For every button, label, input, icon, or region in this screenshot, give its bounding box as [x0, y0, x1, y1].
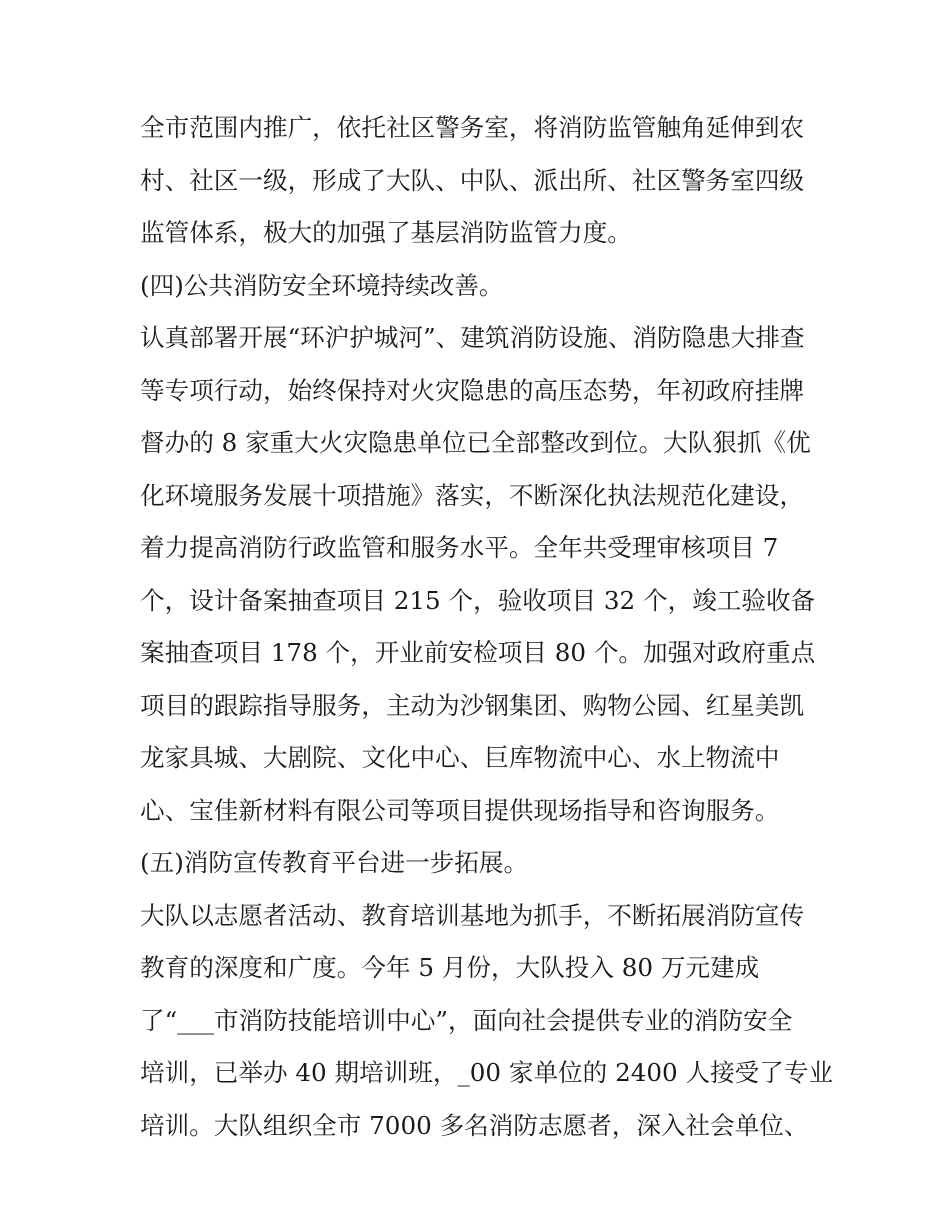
text-line: 化环境服务发展十项措施》落实，不断深化执法规范化建设，	[140, 480, 805, 510]
text-line: 大队以志愿者活动、教育培训基地为抓手，不断拓展消防宣传	[140, 900, 805, 930]
text-line: 村、社区一级，形成了大队、中队、派出所、社区警务室四级	[140, 165, 805, 195]
text-line: 教育的深度和广度。今年 5 月份，大队投入 80 万元建成	[140, 953, 760, 982]
text-line: 培训。大队组织全市 7000 多名消防志愿者，深入社会单位、	[140, 1110, 809, 1140]
text-line: 监管体系，极大的加强了基层消防监管力度。	[140, 218, 632, 247]
text-line: 培训，已举办 40 期培训班，_00 家单位的 2400 人接受了专业	[140, 1058, 834, 1087]
text-line: 认真部署开展“环沪护城河”、建筑消防设施、消防隐患大排查	[140, 323, 805, 352]
text-line: 心、宝佳新材料有限公司等项目提供现场指导和咨询服务。	[140, 795, 780, 825]
text-line: (五)消防宣传教育平台进一步拓展。	[140, 848, 529, 877]
text-line: 个，设计备案抽查项目 215 个，验收项目 32 个，竣工验收备	[140, 585, 816, 615]
text-line: 项目的跟踪指导服务，主动为沙钢集团、购物公园、红星美凯	[140, 690, 805, 720]
text-line: 等专项行动，始终保持对火灾隐患的高压态势，年初政府挂牌	[140, 375, 805, 405]
text-line: 督办的 8 家重大火灾隐患单位已全部整改到位。大队狠抓《优	[140, 428, 811, 457]
text-line: 了“___市消防技能培训中心”，面向社会提供专业的消防安全	[140, 1005, 793, 1035]
text-line: 全市范围内推广，依托社区警务室，将消防监管触角延伸到农	[140, 113, 805, 142]
text-line: 案抽查项目 178 个，开业前安检项目 80 个。加强对政府重点	[140, 638, 816, 667]
text-line: 着力提高消防行政监管和服务水平。全年共受理审核项目 7	[140, 533, 779, 562]
text-line: (四)公共消防安全环境持续改善。	[140, 270, 504, 300]
text-line: 龙家具城、大剧院、文化中心、巨库物流中心、水上物流中	[140, 743, 780, 772]
